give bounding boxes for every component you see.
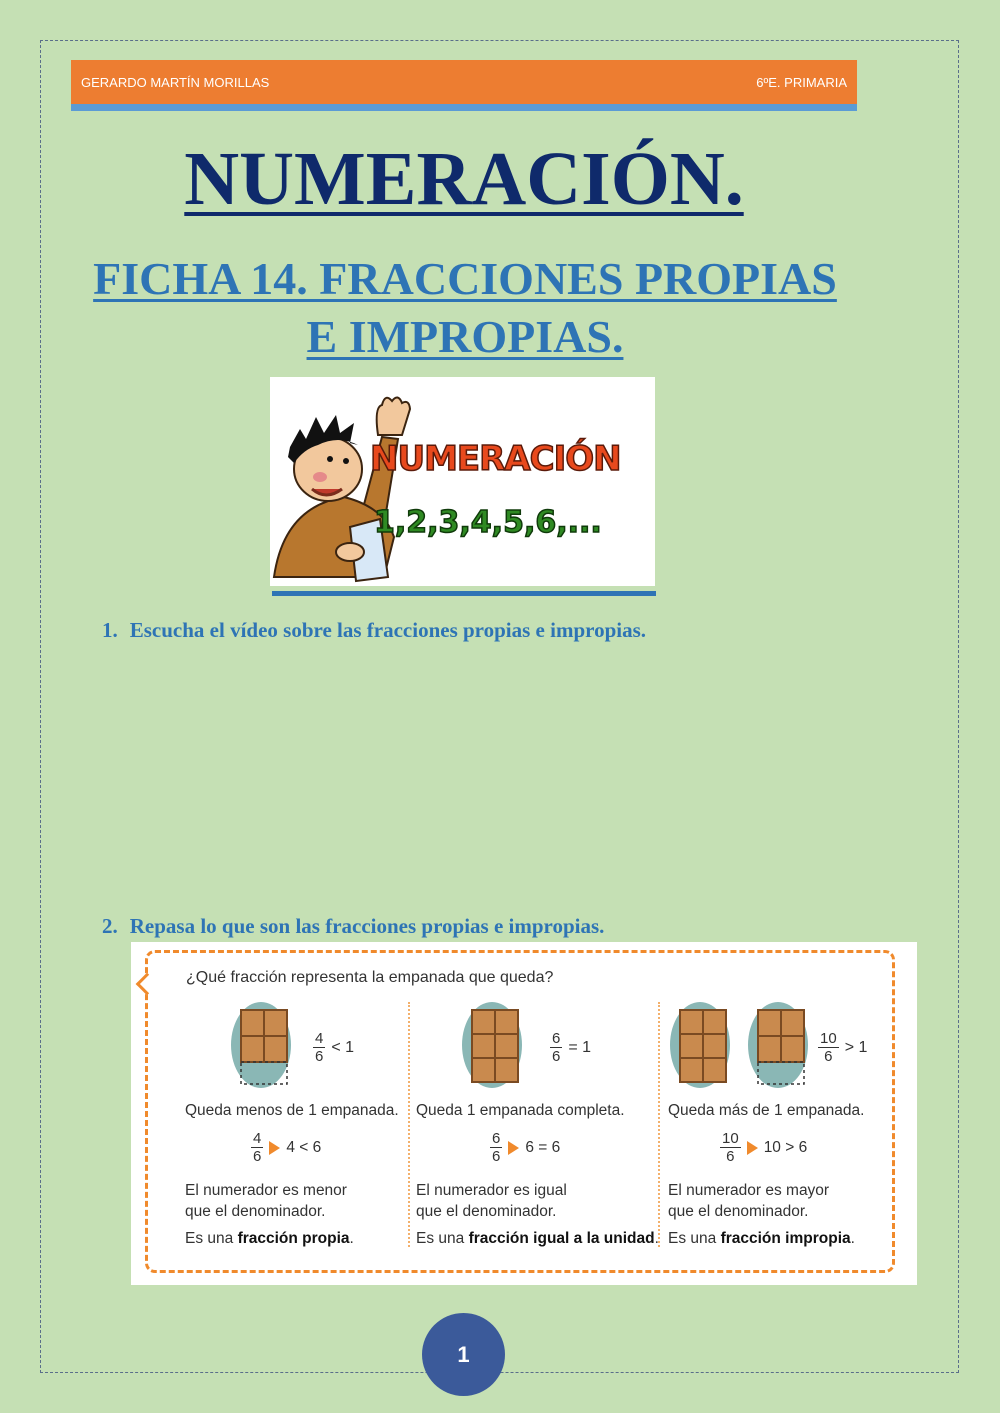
- description-line-1: El numerador es mayor: [668, 1182, 830, 1199]
- header-grade: 6ºE. PRIMARIA: [756, 74, 847, 90]
- rule-comparison: 6 = 6: [525, 1138, 561, 1156]
- task-1-number: 1.: [102, 618, 118, 642]
- page-number-badge: 1: [422, 1313, 505, 1396]
- description: [185, 1180, 347, 1222]
- rule: [720, 1130, 807, 1165]
- conclusion-term: fracción impropia: [720, 1230, 851, 1247]
- statement: Queda menos de 1 empanada.: [185, 1102, 399, 1119]
- task-1: [102, 618, 646, 643]
- comparison: > 1: [844, 1038, 868, 1056]
- denominator: 6: [552, 1048, 561, 1065]
- conclusion: [668, 1230, 855, 1248]
- task-1-text: Escucha el vídeo sobre las fracciones propias e impropias.: [129, 618, 647, 642]
- statement: Queda más de 1 empanada.: [668, 1102, 865, 1119]
- rule-comparison: 10 > 6: [763, 1138, 808, 1156]
- comparison: = 1: [568, 1038, 592, 1056]
- arrow-right-icon: [747, 1141, 758, 1155]
- statement: Queda 1 empanada completa.: [416, 1102, 625, 1119]
- conclusion-term: fracción igual a la unidad: [468, 1230, 655, 1247]
- column-improper-fraction: [668, 1000, 903, 1250]
- denominator: 6: [253, 1148, 262, 1165]
- numerator: 6: [492, 1130, 501, 1147]
- subtitle-line-1: FICHA 14. FRACCIONES PROPIAS: [93, 253, 837, 304]
- conclusion-term: fracción propia: [237, 1230, 350, 1247]
- rule: [251, 1130, 321, 1165]
- banner-digits: 1,2,3,4,5,6,...: [374, 505, 602, 540]
- denominator: 6: [824, 1048, 833, 1065]
- fraction-comparison: [550, 1030, 591, 1065]
- fraction: [313, 1030, 325, 1065]
- explanation-question: ¿Qué fracción representa la empanada que queda?: [186, 969, 554, 986]
- header-stripe: [71, 104, 857, 111]
- fraction: [251, 1130, 263, 1165]
- arrow-right-icon: [508, 1141, 519, 1155]
- conclusion-prefix: Es una: [416, 1230, 469, 1247]
- column-unit-fraction: [416, 1000, 659, 1250]
- comparison: < 1: [331, 1038, 355, 1056]
- denominator: 6: [726, 1148, 735, 1165]
- fraction: [550, 1030, 562, 1065]
- description: [668, 1180, 829, 1222]
- conclusion: [185, 1230, 354, 1248]
- numeracion-banner-image: [270, 377, 655, 586]
- header-author: GERARDO MARTÍN MORILLAS: [81, 74, 270, 90]
- fractions-explanation-panel: [131, 942, 917, 1285]
- fraction-comparison: [818, 1030, 867, 1065]
- task-2-number: 2.: [102, 914, 118, 938]
- empanada-extra-icon: [668, 1000, 813, 1090]
- conclusion-prefix: Es una: [668, 1230, 721, 1247]
- page-subtitle: [70, 250, 860, 366]
- numerator: 10: [722, 1130, 739, 1147]
- header-bar: [71, 60, 857, 104]
- rule: [490, 1130, 560, 1165]
- conclusion-prefix: Es una: [185, 1230, 238, 1247]
- numerator: 6: [552, 1030, 561, 1047]
- fraction: [490, 1130, 502, 1165]
- description-line-1: El numerador es menor: [185, 1182, 347, 1199]
- fraction: [720, 1130, 741, 1165]
- description-line-2: que el denominador.: [185, 1203, 326, 1220]
- numerator: 4: [253, 1130, 262, 1147]
- denominator: 6: [492, 1148, 501, 1165]
- description-line-1: El numerador es igual: [416, 1182, 567, 1199]
- task-2-text: Repasa lo que son las fracciones propias e impropias.: [129, 914, 605, 938]
- cartoon-boy-illustration: [270, 377, 655, 586]
- conclusion-suffix: .: [850, 1230, 855, 1247]
- task-2: [102, 914, 604, 939]
- conclusion-suffix: .: [349, 1230, 354, 1247]
- description: [416, 1180, 567, 1222]
- rule-comparison: 4 < 6: [286, 1138, 322, 1156]
- denominator: 6: [315, 1048, 324, 1065]
- page-title: NUMERACIÓN.: [184, 137, 744, 221]
- fraction-comparison: [313, 1030, 354, 1065]
- description-line-2: que el denominador.: [668, 1203, 809, 1220]
- banner-word: NUMERACIÓN: [370, 439, 621, 479]
- description-line-2: que el denominador.: [416, 1203, 557, 1220]
- numerator: 10: [820, 1030, 837, 1047]
- column-divider: [408, 1002, 410, 1247]
- column-proper-fraction: [185, 1000, 405, 1250]
- fraction: [818, 1030, 839, 1065]
- subtitle-line-2: E IMPROPIAS.: [306, 311, 624, 362]
- conclusion-suffix: .: [654, 1230, 659, 1247]
- empanada-whole-icon: [460, 1000, 530, 1090]
- arrow-right-icon: [269, 1141, 280, 1155]
- column-divider: [658, 1002, 660, 1247]
- conclusion: [416, 1230, 659, 1248]
- numerator: 4: [315, 1030, 324, 1047]
- empanada-partial-icon: [229, 1000, 299, 1090]
- banner-underline: [272, 591, 656, 596]
